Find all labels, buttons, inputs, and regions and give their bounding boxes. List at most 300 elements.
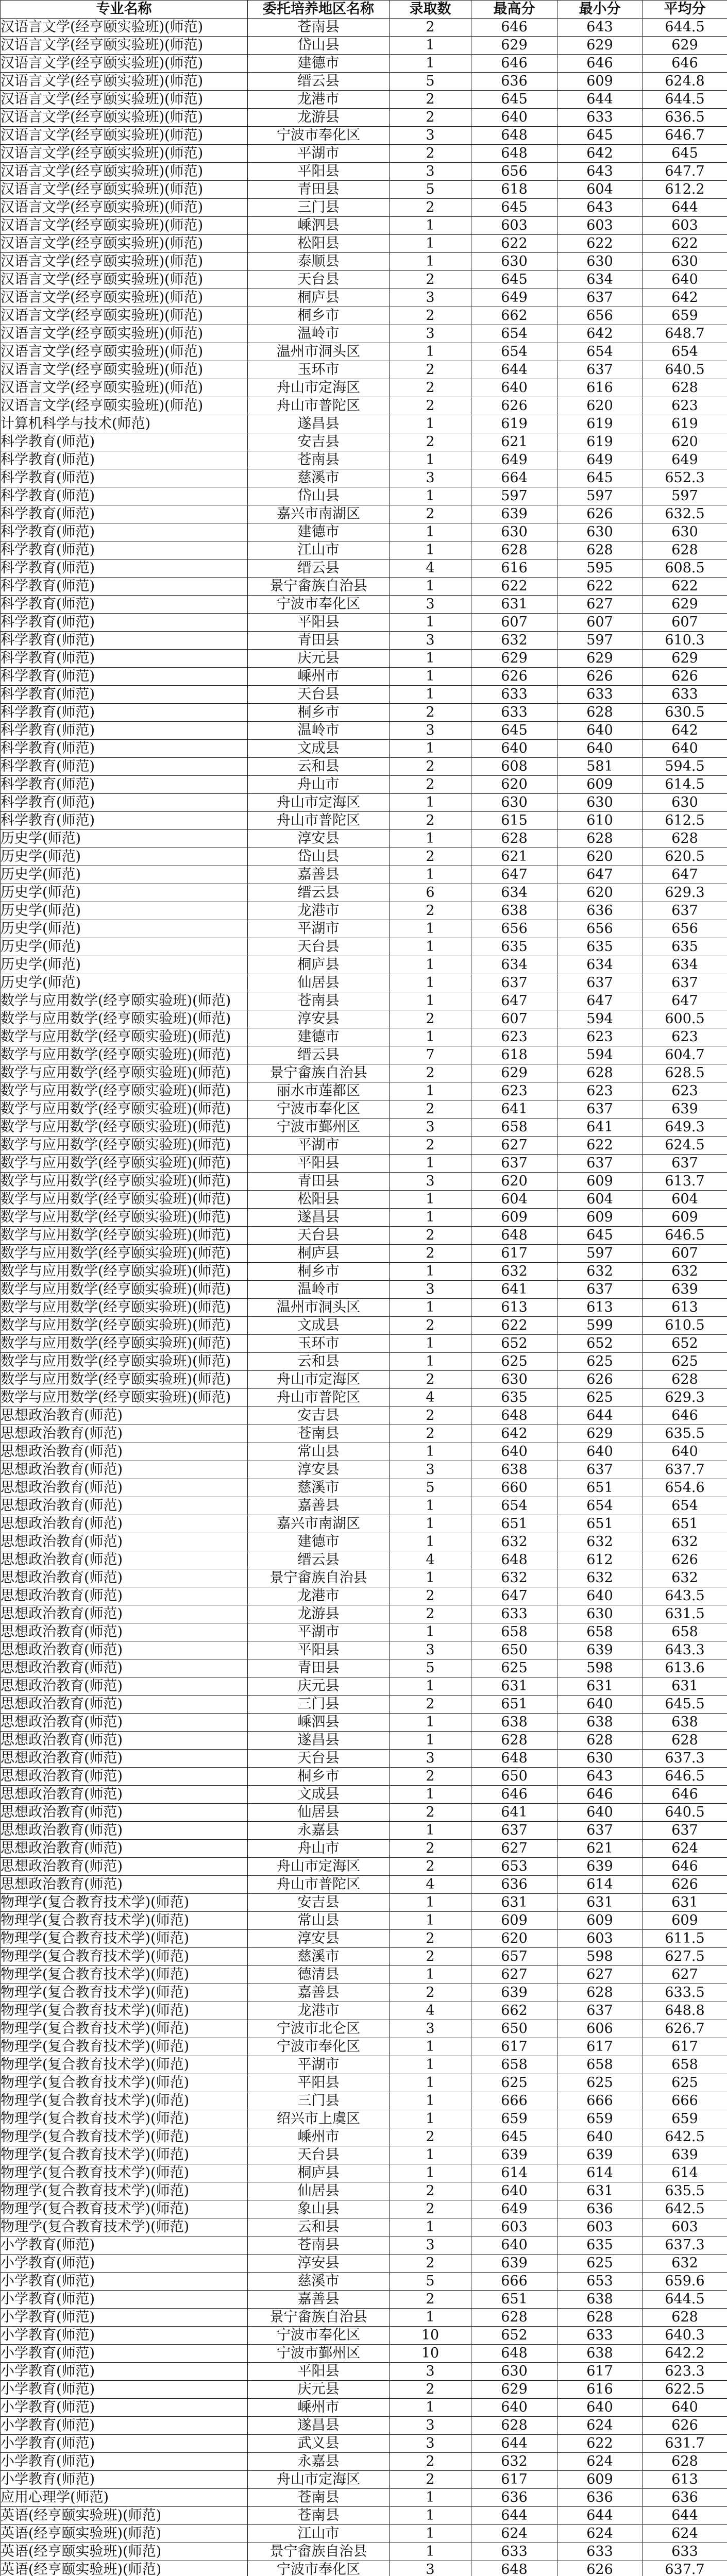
- major-cell: 数学与应用数学(经亨颐实验班)(师范): [1, 1281, 248, 1299]
- count-cell: 1: [390, 578, 471, 596]
- average-cell: 639: [643, 1100, 727, 1118]
- highest-cell: 634: [471, 884, 557, 902]
- highest-cell: 638: [471, 1714, 557, 1732]
- area-cell: 仙居县: [248, 2182, 390, 2200]
- area-cell: 绍兴市上虞区: [248, 2110, 390, 2128]
- average-cell: 659.6: [643, 2273, 727, 2291]
- table-row: [1, 1100, 727, 1118]
- major-cell: 数学与应用数学(经亨颐实验班)(师范): [1, 1118, 248, 1137]
- average-cell: 609: [643, 1209, 727, 1227]
- highest-cell: 607: [471, 614, 557, 632]
- area-cell: 建德市: [248, 523, 390, 541]
- highest-cell: 623: [471, 1082, 557, 1100]
- major-cell: 历史学(师范): [1, 902, 248, 920]
- major-cell: 历史学(师范): [1, 848, 248, 866]
- lowest-cell: 630: [557, 794, 643, 812]
- table-row: [1, 1064, 727, 1082]
- area-cell: 宁波市奉化区: [248, 2327, 390, 2345]
- lowest-cell: 628: [557, 704, 643, 722]
- table-row: [1, 614, 727, 632]
- lowest-cell: 627: [557, 596, 643, 614]
- highest-cell: 649: [471, 451, 557, 469]
- table-row: [1, 938, 727, 956]
- table-row: [1, 19, 727, 37]
- count-cell: 1: [390, 920, 471, 938]
- table-row: [1, 1858, 727, 1876]
- count-cell: 1: [390, 415, 471, 433]
- major-cell: 科学教育(师范): [1, 740, 248, 758]
- lowest-cell: 626: [557, 505, 643, 523]
- count-cell: 2: [390, 1100, 471, 1118]
- major-cell: 科学教育(师范): [1, 794, 248, 812]
- area-cell: 遂昌县: [248, 415, 390, 433]
- major-cell: 物理学(复合教育技术学)(师范): [1, 1912, 248, 1930]
- count-cell: 1: [390, 2164, 471, 2182]
- average-cell: 648.8: [643, 2002, 727, 2020]
- highest-cell: 641: [471, 1100, 557, 1118]
- highest-cell: 604: [471, 1191, 557, 1209]
- area-cell: 平阳县: [248, 1155, 390, 1173]
- count-cell: 3: [390, 1461, 471, 1479]
- lowest-cell: 649: [557, 451, 643, 469]
- lowest-cell: 631: [557, 2182, 643, 2200]
- highest-cell: 635: [471, 1389, 557, 1407]
- lowest-cell: 603: [557, 217, 643, 235]
- highest-cell: 625: [471, 2074, 557, 2092]
- average-cell: 644.5: [643, 91, 727, 109]
- count-cell: 2: [390, 433, 471, 451]
- major-cell: 小学教育(师范): [1, 2471, 248, 2489]
- area-cell: 苍南县: [248, 2236, 390, 2255]
- major-cell: 英语(经亨颐实验班)(师范): [1, 2561, 248, 2576]
- table-row: [1, 2471, 727, 2489]
- count-cell: 2: [390, 1064, 471, 1082]
- major-cell: 汉语言文学(经亨颐实验班)(师范): [1, 379, 248, 397]
- average-cell: 626.7: [643, 2020, 727, 2038]
- average-cell: 644.5: [643, 2291, 727, 2309]
- count-cell: 1: [390, 1299, 471, 1317]
- area-cell: 宁波市北仑区: [248, 2020, 390, 2038]
- major-cell: 数学与应用数学(经亨颐实验班)(师范): [1, 1028, 248, 1046]
- highest-cell: 658: [471, 2056, 557, 2074]
- lowest-cell: 594: [557, 1046, 643, 1064]
- area-cell: 嵊州市: [248, 668, 390, 686]
- count-cell: 1: [390, 1497, 471, 1515]
- major-cell: 思想政治教育(师范): [1, 1515, 248, 1533]
- count-cell: 2: [390, 109, 471, 127]
- highest-cell: 644: [471, 2507, 557, 2525]
- major-cell: 数学与应用数学(经亨颐实验班)(师范): [1, 1353, 248, 1371]
- area-cell: 嵊州市: [248, 2399, 390, 2417]
- lowest-cell: 643: [557, 1768, 643, 1786]
- count-cell: 2: [390, 1930, 471, 1948]
- average-cell: 640: [643, 2399, 727, 2417]
- major-cell: 思想政治教育(师范): [1, 1605, 248, 1623]
- highest-cell: 620: [471, 1930, 557, 1948]
- lowest-cell: 647: [557, 866, 643, 884]
- highest-cell: 647: [471, 1587, 557, 1605]
- lowest-cell: 642: [557, 145, 643, 163]
- table-row: [1, 596, 727, 614]
- major-cell: 小学教育(师范): [1, 2345, 248, 2363]
- count-cell: 5: [390, 1659, 471, 1677]
- average-cell: 619: [643, 415, 727, 433]
- count-cell: 3: [390, 1173, 471, 1191]
- table-row: [1, 1677, 727, 1696]
- average-cell: 658: [643, 1623, 727, 1641]
- count-cell: 2: [390, 1425, 471, 1443]
- table-row: [1, 469, 727, 487]
- count-cell: 2: [390, 2255, 471, 2273]
- count-cell: 2: [390, 1984, 471, 2002]
- lowest-cell: 643: [557, 199, 643, 217]
- major-cell: 思想政治教育(师范): [1, 1551, 248, 1569]
- major-cell: 小学教育(师范): [1, 2291, 248, 2309]
- average-cell: 637.3: [643, 1750, 727, 1768]
- major-cell: 思想政治教育(师范): [1, 1696, 248, 1714]
- lowest-cell: 654: [557, 1497, 643, 1515]
- count-cell: 1: [390, 1894, 471, 1912]
- area-cell: 景宁畲族自治县: [248, 1569, 390, 1587]
- major-cell: 物理学(复合教育技术学)(师范): [1, 2164, 248, 2182]
- lowest-cell: 637: [557, 974, 643, 992]
- average-cell: 628: [643, 1732, 727, 1750]
- major-cell: 思想政治教育(师范): [1, 1732, 248, 1750]
- table-row: [1, 1461, 727, 1479]
- highest-cell: 622: [471, 1317, 557, 1335]
- average-cell: 604: [643, 1191, 727, 1209]
- area-cell: 桐庐县: [248, 289, 390, 307]
- table-row: [1, 1353, 727, 1371]
- area-cell: 建德市: [248, 55, 390, 73]
- lowest-cell: 633: [557, 2327, 643, 2345]
- lowest-cell: 614: [557, 1876, 643, 1894]
- table-row: [1, 2525, 727, 2543]
- area-cell: 缙云县: [248, 560, 390, 578]
- table-row: [1, 181, 727, 199]
- major-cell: 物理学(复合教育技术学)(师范): [1, 1930, 248, 1948]
- area-cell: 平湖市: [248, 920, 390, 938]
- table-row: [1, 1966, 727, 1984]
- area-cell: 玉环市: [248, 361, 390, 379]
- major-cell: 历史学(师范): [1, 974, 248, 992]
- count-cell: 1: [390, 992, 471, 1010]
- table-row: [1, 163, 727, 181]
- average-cell: 594.5: [643, 758, 727, 776]
- lowest-cell: 635: [557, 2236, 643, 2255]
- table-row: [1, 307, 727, 325]
- table-row: [1, 2236, 727, 2255]
- lowest-cell: 630: [557, 523, 643, 541]
- area-cell: 平阳县: [248, 614, 390, 632]
- area-cell: 天台县: [248, 1227, 390, 1245]
- area-cell: 慈溪市: [248, 2273, 390, 2291]
- average-cell: 635.5: [643, 1425, 727, 1443]
- highest-cell: 654: [471, 343, 557, 361]
- table-row: [1, 145, 727, 163]
- lowest-cell: 616: [557, 2381, 643, 2399]
- average-cell: 658: [643, 2056, 727, 2074]
- average-cell: 649.3: [643, 1118, 727, 1137]
- average-cell: 620: [643, 433, 727, 451]
- average-cell: 651: [643, 1515, 727, 1533]
- major-cell: 科学教育(师范): [1, 523, 248, 541]
- highest-cell: 651: [471, 2291, 557, 2309]
- average-cell: 611.5: [643, 1930, 727, 1948]
- table-row: [1, 1028, 727, 1046]
- table-row: [1, 1750, 727, 1768]
- average-cell: 610.3: [643, 632, 727, 650]
- average-cell: 630: [643, 253, 727, 271]
- lowest-cell: 633: [557, 2543, 643, 2561]
- major-cell: 数学与应用数学(经亨颐实验班)(师范): [1, 1335, 248, 1353]
- area-cell: 舟山市普陀区: [248, 1389, 390, 1407]
- average-cell: 632: [643, 1533, 727, 1551]
- highest-cell: 621: [471, 433, 557, 451]
- area-cell: 平湖市: [248, 145, 390, 163]
- table-row: [1, 632, 727, 650]
- lowest-cell: 656: [557, 307, 643, 325]
- highest-cell: 648: [471, 1551, 557, 1569]
- table-row: [1, 415, 727, 433]
- highest-cell: 640: [471, 2236, 557, 2255]
- lowest-cell: 629: [557, 650, 643, 668]
- average-cell: 632.5: [643, 505, 727, 523]
- average-cell: 628: [643, 830, 727, 848]
- lowest-cell: 633: [557, 109, 643, 127]
- count-cell: 6: [390, 884, 471, 902]
- area-cell: 玉环市: [248, 1335, 390, 1353]
- table-row: [1, 1605, 727, 1623]
- count-cell: 2: [390, 271, 471, 289]
- lowest-cell: 614: [557, 2164, 643, 2182]
- highest-cell: 632: [471, 1569, 557, 1587]
- lowest-cell: 640: [557, 1804, 643, 1822]
- lowest-cell: 620: [557, 848, 643, 866]
- highest-cell: 639: [471, 1984, 557, 2002]
- major-cell: 思想政治教育(师范): [1, 1461, 248, 1479]
- average-cell: 643.5: [643, 1587, 727, 1605]
- lowest-cell: 616: [557, 379, 643, 397]
- major-cell: 数学与应用数学(经亨颐实验班)(师范): [1, 1010, 248, 1028]
- lowest-cell: 658: [557, 1623, 643, 1641]
- highest-cell: 630: [471, 2363, 557, 2381]
- major-cell: 物理学(复合教育技术学)(师范): [1, 1984, 248, 2002]
- highest-cell: 625: [471, 1353, 557, 1371]
- table-row: [1, 2453, 727, 2471]
- highest-cell: 628: [471, 1732, 557, 1750]
- highest-cell: 648: [471, 1750, 557, 1768]
- highest-cell: 662: [471, 2002, 557, 2020]
- highest-cell: 644: [471, 2435, 557, 2453]
- lowest-cell: 640: [557, 1587, 643, 1605]
- major-cell: 思想政治教育(师范): [1, 1569, 248, 1587]
- area-cell: 苍南县: [248, 2489, 390, 2507]
- table-row: [1, 1641, 727, 1659]
- table-row: [1, 1497, 727, 1515]
- count-cell: 1: [390, 1966, 471, 1984]
- lowest-cell: 628: [557, 1984, 643, 2002]
- table-row: [1, 1335, 727, 1353]
- highest-cell: 633: [471, 704, 557, 722]
- table-row: [1, 992, 727, 1010]
- lowest-cell: 642: [557, 325, 643, 343]
- average-cell: 628: [643, 541, 727, 560]
- area-cell: 遂昌县: [248, 2417, 390, 2435]
- average-cell: 639: [643, 1281, 727, 1299]
- count-cell: 10: [390, 2345, 471, 2363]
- area-cell: 嘉善县: [248, 1984, 390, 2002]
- count-cell: 1: [390, 866, 471, 884]
- lowest-cell: 612: [557, 1551, 643, 1569]
- table-row: [1, 235, 727, 253]
- area-cell: 常山县: [248, 1912, 390, 1930]
- count-cell: 1: [390, 1335, 471, 1353]
- major-cell: 历史学(师范): [1, 866, 248, 884]
- highest-cell: 654: [471, 1497, 557, 1515]
- area-cell: 苍南县: [248, 1425, 390, 1443]
- lowest-cell: 625: [557, 2074, 643, 2092]
- count-cell: 1: [390, 1822, 471, 1840]
- highest-cell: 626: [471, 397, 557, 415]
- highest-cell: 650: [471, 2020, 557, 2038]
- area-cell: 宁波市鄞州区: [248, 1118, 390, 1137]
- average-cell: 629: [643, 37, 727, 55]
- lowest-cell: 628: [557, 2309, 643, 2327]
- highest-cell: 630: [471, 1371, 557, 1389]
- average-cell: 646: [643, 1786, 727, 1804]
- area-cell: 景宁畲族自治县: [248, 1064, 390, 1082]
- table-row: [1, 884, 727, 902]
- count-cell: 3: [390, 2363, 471, 2381]
- highest-cell: 614: [471, 2164, 557, 2182]
- table-row: [1, 2489, 727, 2507]
- highest-cell: 609: [471, 1209, 557, 1227]
- area-cell: 天台县: [248, 938, 390, 956]
- table-row: [1, 1082, 727, 1100]
- area-cell: 桐乡市: [248, 1263, 390, 1281]
- major-cell: 科学教育(师范): [1, 451, 248, 469]
- area-cell: 青田县: [248, 1659, 390, 1677]
- average-cell: 644: [643, 199, 727, 217]
- table-row: [1, 2309, 727, 2327]
- area-cell: 慈溪市: [248, 1479, 390, 1497]
- lowest-cell: 644: [557, 2507, 643, 2525]
- count-cell: 1: [390, 1533, 471, 1551]
- major-cell: 汉语言文学(经亨颐实验班)(师范): [1, 289, 248, 307]
- highest-cell: 603: [471, 217, 557, 235]
- count-cell: 1: [390, 1263, 471, 1281]
- lowest-cell: 609: [557, 776, 643, 794]
- major-cell: 科学教育(师范): [1, 541, 248, 560]
- count-cell: 4: [390, 560, 471, 578]
- count-cell: 1: [390, 1623, 471, 1641]
- area-cell: 建德市: [248, 1028, 390, 1046]
- lowest-cell: 636: [557, 2489, 643, 2507]
- average-cell: 607: [643, 614, 727, 632]
- major-cell: 物理学(复合教育技术学)(师范): [1, 1894, 248, 1912]
- highest-cell: 651: [471, 1696, 557, 1714]
- table-row: [1, 1876, 727, 1894]
- count-cell: 5: [390, 181, 471, 199]
- lowest-cell: 644: [557, 1407, 643, 1425]
- count-cell: 1: [390, 2038, 471, 2056]
- count-cell: 4: [390, 1551, 471, 1569]
- major-cell: 数学与应用数学(经亨颐实验班)(师范): [1, 992, 248, 1010]
- count-cell: 3: [390, 163, 471, 181]
- average-cell: 646.5: [643, 1227, 727, 1245]
- major-cell: 物理学(复合教育技术学)(师范): [1, 2128, 248, 2146]
- lowest-cell: 646: [557, 55, 643, 73]
- table-row: [1, 1046, 727, 1064]
- count-cell: 2: [390, 379, 471, 397]
- table-row: [1, 1137, 727, 1155]
- lowest-cell: 625: [557, 1353, 643, 1371]
- lowest-cell: 622: [557, 1137, 643, 1155]
- count-cell: 1: [390, 830, 471, 848]
- count-cell: 1: [390, 1569, 471, 1587]
- count-cell: 1: [390, 1082, 471, 1100]
- area-cell: 温岭市: [248, 722, 390, 740]
- highest-cell: 648: [471, 145, 557, 163]
- highest-cell: 603: [471, 2218, 557, 2236]
- table-row: [1, 1984, 727, 2002]
- count-cell: 3: [390, 289, 471, 307]
- highest-cell: 638: [471, 1461, 557, 1479]
- major-cell: 小学教育(师范): [1, 2381, 248, 2399]
- lowest-cell: 637: [557, 1461, 643, 1479]
- highest-cell: 623: [471, 1028, 557, 1046]
- count-cell: 2: [390, 2471, 471, 2489]
- highest-cell: 645: [471, 91, 557, 109]
- table-row: [1, 1696, 727, 1714]
- average-cell: 631.7: [643, 2435, 727, 2453]
- major-cell: 物理学(复合教育技术学)(师范): [1, 2020, 248, 2038]
- area-cell: 安吉县: [248, 433, 390, 451]
- lowest-cell: 623: [557, 1082, 643, 1100]
- table-row: [1, 1281, 727, 1299]
- table-row: [1, 866, 727, 884]
- major-cell: 汉语言文学(经亨颐实验班)(师范): [1, 307, 248, 325]
- highest-cell: 645: [471, 722, 557, 740]
- major-cell: 小学教育(师范): [1, 2273, 248, 2291]
- average-cell: 640.3: [643, 2327, 727, 2345]
- area-cell: 缙云县: [248, 1046, 390, 1064]
- highest-cell: 658: [471, 1623, 557, 1641]
- area-cell: 云和县: [248, 1353, 390, 1371]
- major-cell: 汉语言文学(经亨颐实验班)(师范): [1, 271, 248, 289]
- area-cell: 龙港市: [248, 91, 390, 109]
- area-cell: 景宁畲族自治县: [248, 2309, 390, 2327]
- count-cell: 1: [390, 650, 471, 668]
- highest-cell: 639: [471, 2255, 557, 2273]
- lowest-cell: 597: [557, 1245, 643, 1263]
- area-cell: 缙云县: [248, 884, 390, 902]
- major-cell: 思想政治教育(师范): [1, 1677, 248, 1696]
- average-cell: 645: [643, 145, 727, 163]
- average-cell: 631.5: [643, 1605, 727, 1623]
- table-row: [1, 2164, 727, 2182]
- average-cell: 626: [643, 2417, 727, 2435]
- major-cell: 数学与应用数学(经亨颐实验班)(师范): [1, 1191, 248, 1209]
- table-row: [1, 361, 727, 379]
- table-row: [1, 1371, 727, 1389]
- major-cell: 物理学(复合教育技术学)(师范): [1, 2182, 248, 2200]
- header-major: 专业名称: [1, 1, 248, 19]
- major-cell: 思想政治教育(师范): [1, 1659, 248, 1677]
- area-cell: 舟山市: [248, 1840, 390, 1858]
- highest-cell: 646: [471, 19, 557, 37]
